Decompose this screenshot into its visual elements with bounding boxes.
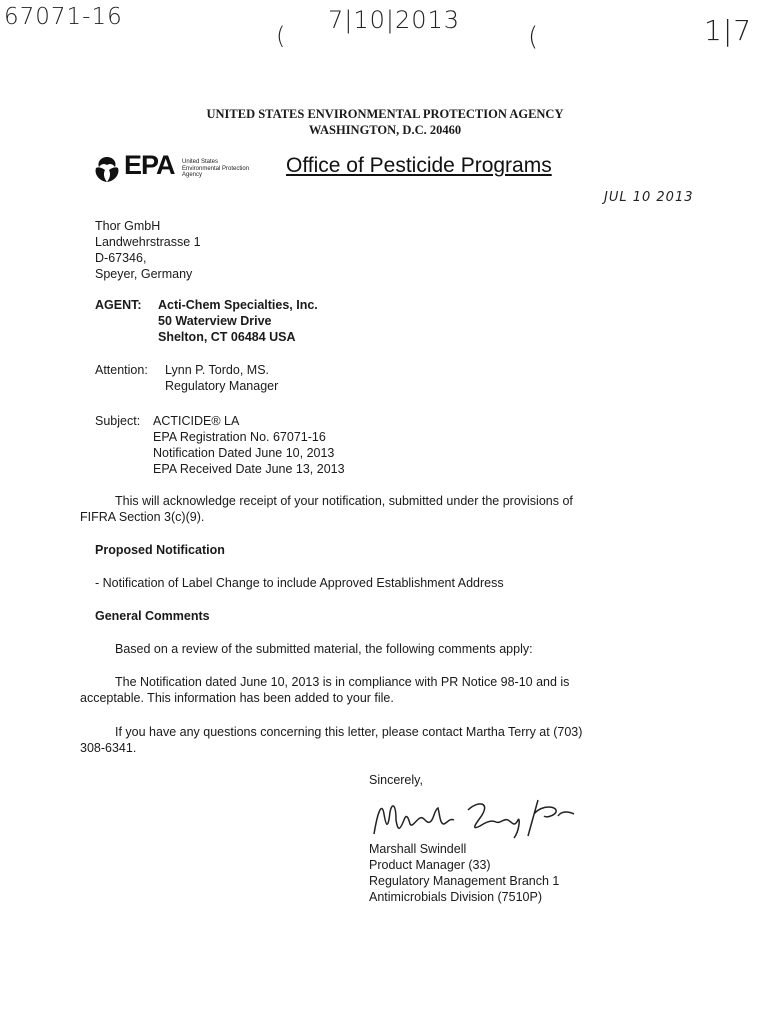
agency-address: WASHINGTON, D.C. 20460 <box>308 123 462 137</box>
agency-name: UNITED STATES ENVIRONMENTAL PROTECTION AGENCY <box>206 107 564 121</box>
subject-registration: EPA Registration No. 67071-16 <box>153 430 326 444</box>
ack-line-2: FIFRA Section 3(c)(9). <box>80 510 205 524</box>
handwritten-date: 7|10|2013 <box>328 6 461 34</box>
office-title: Office of Pesticide Programs <box>286 154 552 177</box>
subject-product: ACTICIDE® LA <box>153 414 240 428</box>
compliance-paragraph <box>80 674 700 706</box>
signatory-division: Antimicrobials Division (7510P) <box>369 890 542 904</box>
logo-subtext-line-2: Environmental Protection <box>182 165 250 172</box>
logo-subtext-line-1: United States <box>182 159 219 165</box>
signatory-block <box>369 841 559 905</box>
signature <box>368 790 608 844</box>
epa-flower-icon <box>92 154 122 184</box>
recipient-line: Landwehrstrasse 1 <box>95 235 201 249</box>
acknowledgement-paragraph <box>80 493 700 525</box>
epa-logo-subtext <box>182 159 282 179</box>
proposed-notification-item: - Notification of Label Change to include Approved Establishment Address <box>95 576 504 590</box>
subject-notification-date: Notification Dated June 10, 2013 <box>153 446 335 460</box>
compliance-line-2: acceptable. This information has been added to your file. <box>80 691 394 705</box>
signature-scribble <box>368 790 608 844</box>
questions-paragraph <box>80 724 700 756</box>
recipient-line: D-67346, <box>95 251 147 265</box>
recipient-line: Speyer, Germany <box>95 267 193 281</box>
handwritten-reg-no: 67071-16 <box>4 4 123 30</box>
handwritten-paren-left: ( <box>276 22 287 50</box>
attention-line: Lynn P. Tordo, MS. <box>165 363 269 377</box>
signatory-name: Marshall Swindell <box>369 842 467 856</box>
agent-line: Shelton, CT 06484 USA <box>158 330 296 344</box>
handwritten-paren-right: ( <box>528 22 540 52</box>
questions-line-1: If you have any questions concerning this letter, please contact Martha Terry at (703) <box>115 725 583 739</box>
signatory-title: Product Manager (33) <box>369 858 491 872</box>
heading-general-comments: General Comments <box>95 609 210 623</box>
compliance-line-1: The Notification dated June 10, 2013 is in compliance with PR Notice 98-10 and is <box>115 675 570 689</box>
attention-label: Attention: <box>95 363 148 377</box>
questions-line-2: 308-6341. <box>80 741 137 755</box>
subject-details <box>153 413 345 477</box>
attention-contact <box>165 362 278 394</box>
agent-address <box>158 297 318 345</box>
epa-logo <box>92 150 282 186</box>
agent-line: 50 Waterview Drive <box>158 314 272 328</box>
logo-subtext-line-3: Agency <box>182 172 203 178</box>
agent-line: Acti-Chem Specialties, Inc. <box>158 298 318 312</box>
signatory-branch: Regulatory Management Branch 1 <box>369 874 560 888</box>
agent-label: AGENT: <box>95 298 142 312</box>
epa-logo-text: EPA <box>124 150 175 180</box>
recipient-address <box>95 218 201 282</box>
salutation: Sincerely, <box>369 773 423 787</box>
handwritten-page-marker: 1|7 <box>704 14 753 47</box>
subject-label: Subject: <box>95 414 141 428</box>
received-date-stamp: JUL 10 2013 <box>604 190 694 205</box>
recipient-line: Thor GmbH <box>95 219 161 233</box>
heading-proposed-notification: Proposed Notification <box>95 543 225 557</box>
ack-line-1: This will acknowledge receipt of your notification, submitted under the provisions of <box>115 494 573 508</box>
attention-line: Regulatory Manager <box>165 379 279 393</box>
comments-intro: Based on a review of the submitted material, the following comments apply: <box>115 642 533 656</box>
subject-received-date: EPA Received Date June 13, 2013 <box>153 462 345 476</box>
